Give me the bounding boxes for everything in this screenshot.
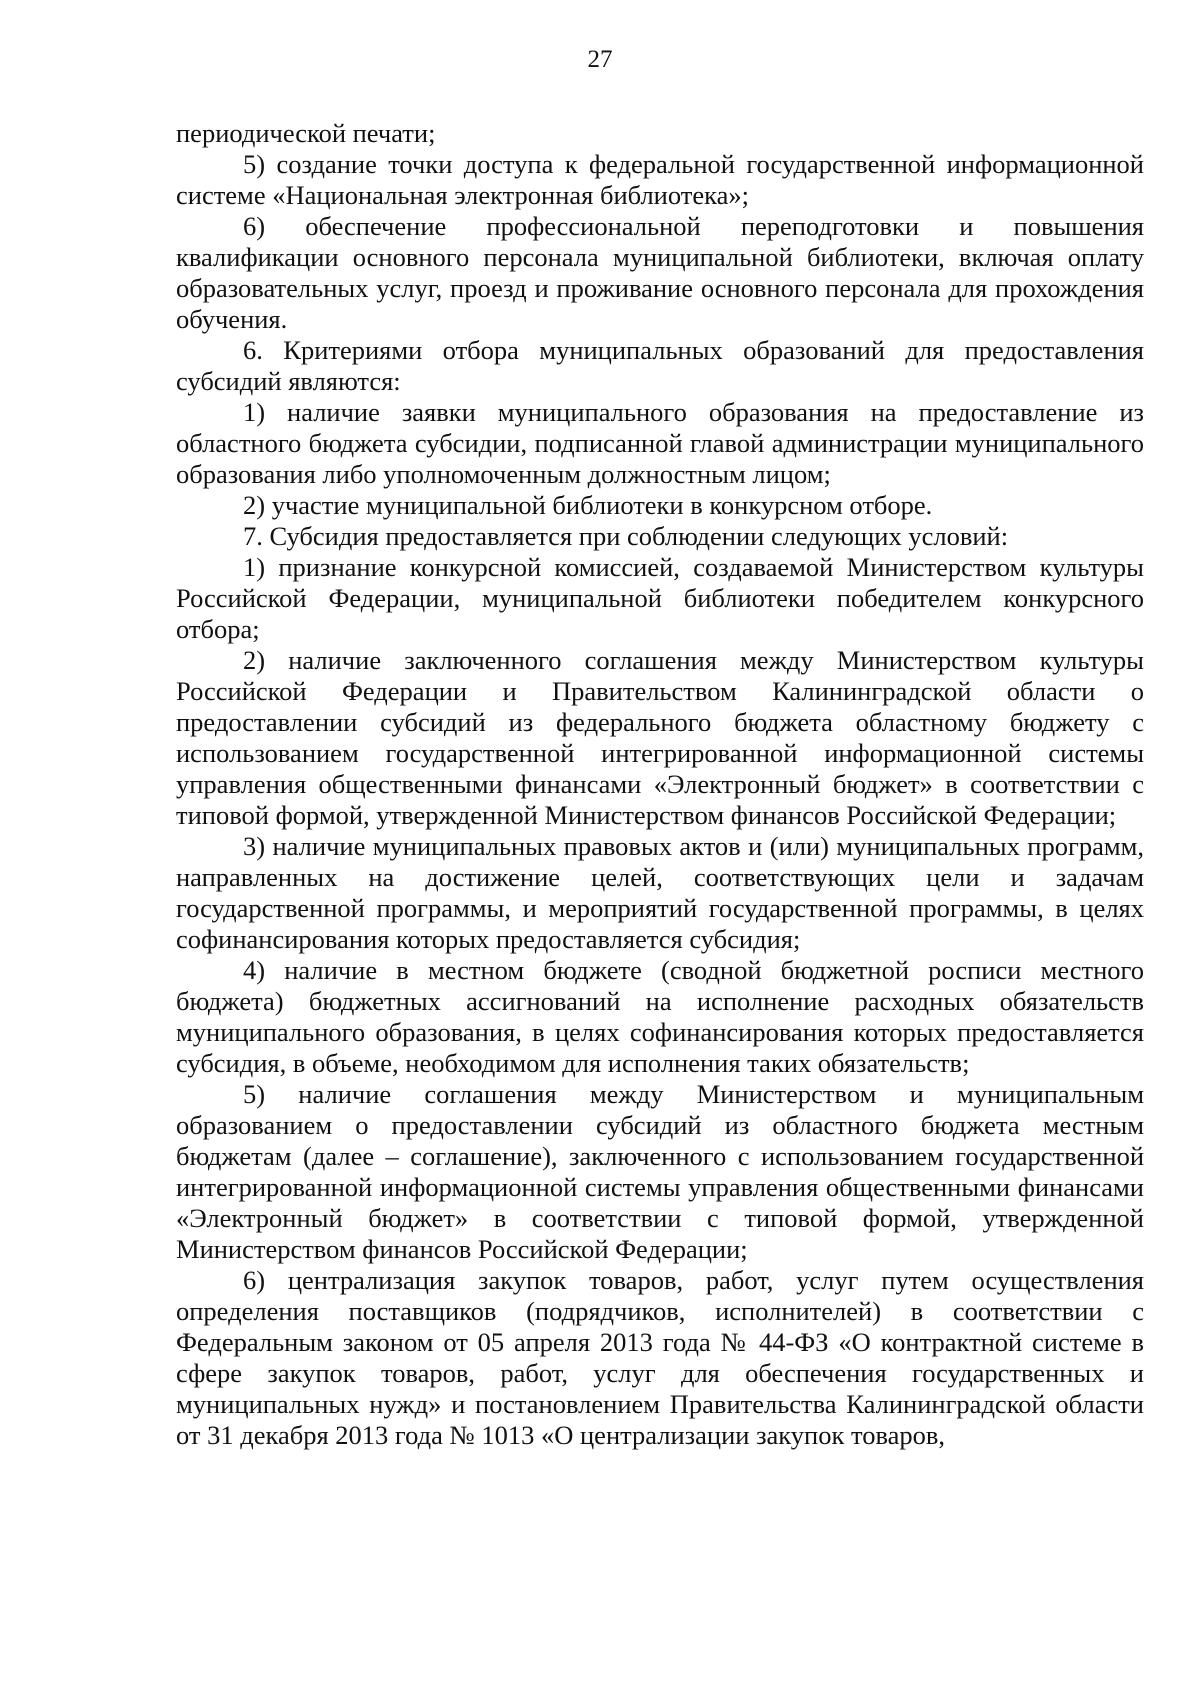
paragraph-item-6-training: 6) обеспечение профессиональной переподготовки и повышения квалификации основного персонала муниципальной библиотеки, включая оплату образовательных услуг, проезд и проживание основного персонала для прохождения обучения. <box>176 211 1144 334</box>
paragraph-criteria-1: 1) наличие заявки муниципального образования на предоставление из областного бюджета субсидии, подписанной главой администрации муниципального образования либо уполномоченным должностным лицом; <box>176 397 1144 489</box>
page-number: 27 <box>587 46 613 73</box>
paragraph-condition-5: 5) наличие соглашения между Министерством и муниципальным образованием о предоставлении субсидий из областного бюджета местным бюджетам (далее – соглашение), заключенного с использованием государственной интегрированной информационной системы управления общественными финансами «Электронный бюджет» в соответствии с типовой формой, утвержденной Министерством финансов Российской Федерации; <box>176 1079 1144 1264</box>
paragraph-condition-4: 4) наличие в местном бюджете (сводной бюджетной росписи местного бюджета) бюджетных ассигнований на исполнение расходных обязательств муниципального образования, в целях софинансирования которых предоставляется субсидия, в объеме, необходимом для исполнения таких обязательств; <box>176 955 1144 1078</box>
paragraph-condition-1: 1) признание конкурсной комиссией, создаваемой Министерством культуры Российской Федерации, муниципальной библиотеки победителем конкурсного отбора; <box>176 552 1144 644</box>
paragraph-criteria-2: 2) участие муниципальной библиотеки в конкурсном отборе. <box>243 490 933 520</box>
paragraph-section-6-criteria: 6. Критериями отбора муниципальных образований для предоставления субсидий являются: <box>176 335 1144 396</box>
paragraph-condition-2: 2) наличие заключенного соглашения между Министерством культуры Российской Федерации и Правительством Калининградской области о предоставлении субсидий из федерального бюджета областному бюджету с использованием государственной интегрированной информационной системы управления общественными финансами «Электронный бюджет» в соответствии с типовой формой, утвержденной Министерством финансов Российской Федерации; <box>176 645 1144 830</box>
document-body <box>176 118 1144 1451</box>
paragraph-section-7-conditions: 7. Субсидия предоставляется при соблюдении следующих условий: <box>243 521 1009 551</box>
paragraph-condition-3: 3) наличие муниципальных правовых актов и (или) муниципальных программ, направленных на достижение целей, соответствующих цели и задачам государственной программы, и мероприятий государственной программы, в целях софинансирования которых предоставляется субсидия; <box>176 831 1144 954</box>
paragraph-continuation: периодической печати; <box>176 118 436 148</box>
paragraph-condition-6: 6) централизация закупок товаров, работ, услуг путем осуществления определения поставщиков (подрядчиков, исполнителей) в соответствии с Федеральным законом от 05 апреля 2013 года № 44-ФЗ «О контрактной системе в сфере закупок товаров, работ, услуг для обеспечения государственных и муниципальных нужд» и постановлением Правительства Калининградской области от 31 декабря 2013 года № 1013 «О централизации закупок товаров, <box>176 1265 1144 1450</box>
paragraph-item-5-access-point: 5) создание точки доступа к федеральной государственной информационной системе «Национальная электронная библиотека»; <box>176 149 1144 210</box>
